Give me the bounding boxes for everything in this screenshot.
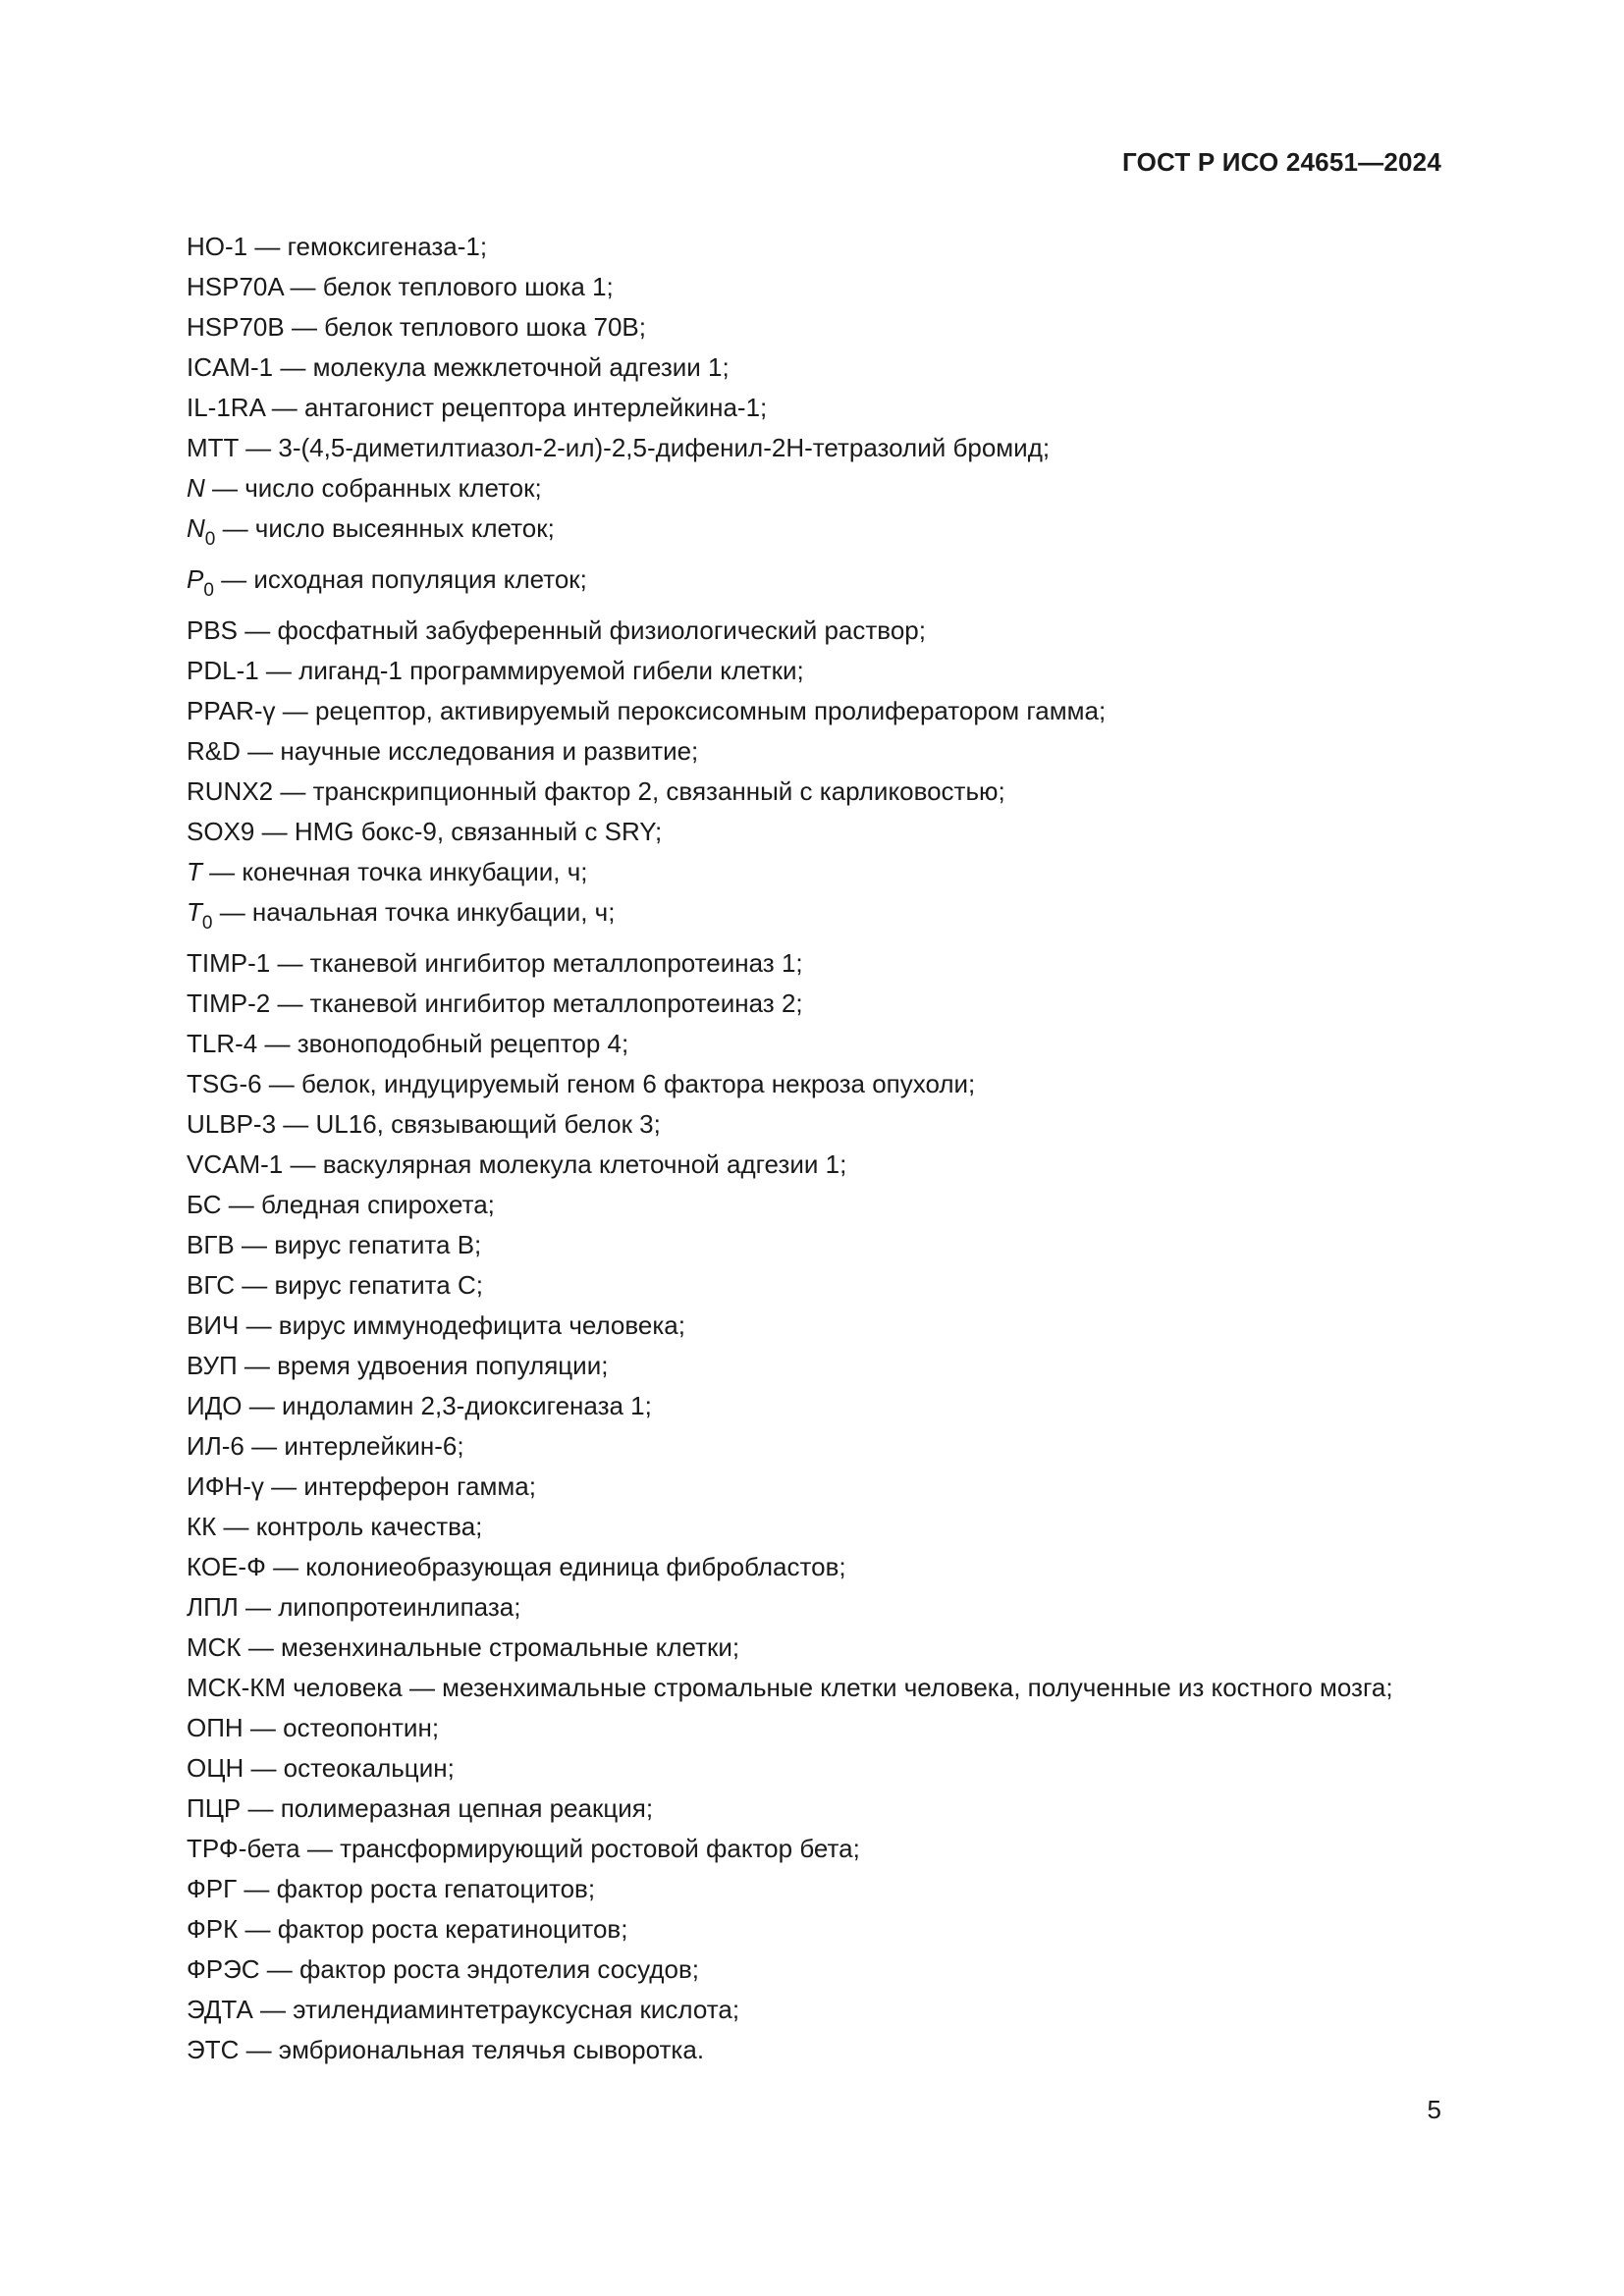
- abbreviation-term: ЭТС: [187, 2035, 240, 2064]
- abbreviation-entry: [118, 307, 1441, 347]
- abbreviation-entry: [118, 428, 1441, 468]
- abbreviation-term: P: [187, 564, 204, 594]
- abbreviation-entry: [118, 1949, 1441, 1990]
- abbreviation-definition: — фактор роста гепатоцитов;: [237, 1874, 596, 1903]
- abbreviation-term: ОПН: [187, 1713, 244, 1742]
- abbreviation-definition: — число собранных клеток;: [204, 473, 542, 503]
- abbreviation-entry: [118, 1869, 1441, 1909]
- abbreviation-term: SOX9: [187, 817, 255, 846]
- abbreviation-term: ФРК: [187, 1914, 239, 1944]
- abbreviation-entry: [118, 227, 1441, 267]
- abbreviation-term: TIMP-2: [187, 988, 271, 1018]
- abbreviation-term: ЛПЛ: [187, 1592, 239, 1622]
- abbreviation-term: ТРФ-бета: [187, 1834, 300, 1863]
- abbreviation-entry: [118, 1990, 1441, 2030]
- abbreviation-term: HSP70B: [187, 312, 285, 342]
- abbreviation-entry: [118, 347, 1441, 388]
- abbreviation-definition: — молекула межклеточной адгезии 1;: [273, 352, 730, 382]
- abbreviation-definition: — вирус гепатита В;: [234, 1230, 482, 1259]
- abbreviation-definition: — васкулярная молекула клеточной адгезии 1;: [283, 1149, 847, 1179]
- abbreviation-entry: [118, 812, 1441, 852]
- abbreviation-definition: — липопротеинлипаза;: [238, 1592, 521, 1622]
- abbreviation-entry: [118, 508, 1441, 560]
- abbreviation-term: RUNX2: [187, 776, 274, 806]
- abbreviation-definition: — бледная спирохета;: [221, 1190, 495, 1219]
- abbreviation-entry: [118, 984, 1441, 1024]
- abbreviation-definition: — интерферон гамма;: [263, 1471, 536, 1501]
- abbreviation-entry: [118, 1104, 1441, 1145]
- abbreviation-subscript: 0: [203, 580, 214, 601]
- abbreviation-definition: — белок теплового шока 70B;: [284, 312, 646, 342]
- abbreviation-definition: — звоноподобный рецептор 4;: [257, 1029, 629, 1058]
- abbreviation-entry: [118, 2030, 1441, 2070]
- abbreviation-entry: [118, 267, 1441, 307]
- abbreviation-definition: — контроль качества;: [216, 1512, 483, 1541]
- abbreviation-definition: — 3-(4,5-диметилтиазол-2-ил)-2,5-дифенил-2Н-тетразолий бромид;: [238, 433, 1051, 462]
- abbreviation-definition: — HMG бокс-9, связанный с SRY;: [254, 817, 663, 846]
- abbreviation-term: PDL-1: [187, 656, 259, 685]
- abbreviation-term: ФРГ: [187, 1874, 238, 1903]
- abbreviation-definition: — лиганд-1 программируемой гибели клетки;: [258, 656, 804, 685]
- abbreviation-term: T: [187, 897, 202, 927]
- abbreviation-definition: — антагонист рецептора интерлейкина-1;: [264, 393, 768, 422]
- abbreviation-definition: — вирус иммунодефицита человека;: [239, 1310, 685, 1340]
- abbreviation-entry: [118, 651, 1441, 691]
- abbreviation-definition: — колониеобразующая единица фибробластов;: [265, 1552, 846, 1581]
- abbreviation-definition: — UL16, связывающий белок 3;: [276, 1109, 661, 1139]
- abbreviation-term: ULBP-3: [187, 1109, 277, 1139]
- abbreviation-entry: [118, 731, 1441, 772]
- abbreviation-term: ПЦР: [187, 1793, 242, 1823]
- abbreviation-entry: [118, 1306, 1441, 1346]
- abbreviation-term: ВГВ: [187, 1230, 235, 1259]
- abbreviation-term: КОЕ-Ф: [187, 1552, 266, 1581]
- abbreviation-term: MTT: [187, 433, 239, 462]
- abbreviation-definition: — тканевой ингибитор металлопротеиназ 2;: [270, 988, 803, 1018]
- abbreviation-term: ВУП: [187, 1351, 238, 1380]
- abbreviation-definition: — фактор роста кератиноцитов;: [238, 1914, 628, 1944]
- abbreviation-term: HSP70A: [187, 272, 284, 301]
- abbreviation-term: PPAR-γ: [187, 696, 276, 725]
- abbreviation-definition: — время удвоения популяции;: [237, 1351, 609, 1380]
- abbreviation-subscript: 0: [201, 913, 213, 934]
- abbreviation-term: TLR-4: [187, 1029, 258, 1058]
- abbreviation-definition: — исходная популяция клеток;: [213, 564, 587, 594]
- abbreviation-entry: [118, 1748, 1441, 1789]
- abbreviation-entry: [118, 1386, 1441, 1426]
- abbreviation-definition: — число высеянных клеток;: [215, 513, 555, 543]
- abbreviation-term: N: [187, 473, 205, 503]
- abbreviation-definition: — начальная точка инкубации, ч;: [212, 897, 616, 927]
- abbreviation-entry: [118, 1789, 1441, 1829]
- abbreviation-entry: [118, 1145, 1441, 1185]
- abbreviation-definition: — фактор роста эндотелия сосудов;: [259, 1954, 699, 1984]
- abbreviation-entry: [118, 1346, 1441, 1386]
- abbreviation-definition: — гемоксигеназа-1;: [247, 232, 488, 261]
- abbreviation-entry: [118, 1668, 1441, 1708]
- abbreviation-definition: — остеокальцин;: [244, 1753, 455, 1783]
- abbreviation-term: N: [187, 513, 205, 543]
- abbreviation-entry: [118, 691, 1441, 731]
- abbreviation-entry: [118, 1064, 1441, 1104]
- abbreviation-term: TIMP-1: [187, 948, 271, 978]
- abbreviation-definition: — рецептор, активируемый пероксисомным пролифератором гамма;: [275, 696, 1107, 725]
- document-code-header: ГОСТ Р ИСО 24651—2024: [1121, 147, 1441, 177]
- abbreviation-entry: [118, 1507, 1441, 1547]
- abbreviation-term: VCAM-1: [187, 1149, 284, 1179]
- abbreviation-definition: — научные исследования и развитие;: [240, 736, 699, 766]
- abbreviation-entry: [118, 388, 1441, 428]
- abbreviation-entry: [118, 1587, 1441, 1628]
- abbreviation-entry: [118, 1467, 1441, 1507]
- abbreviation-term: T: [187, 857, 202, 886]
- abbreviation-term: БС: [187, 1190, 222, 1219]
- abbreviation-entry: [118, 852, 1441, 892]
- abbreviation-term: КК: [187, 1512, 217, 1541]
- abbreviation-entry: [118, 943, 1441, 984]
- abbreviation-term: ИЛ-6: [187, 1431, 244, 1461]
- abbreviation-term: ВИЧ: [187, 1310, 240, 1340]
- abbreviation-entry: [118, 892, 1441, 943]
- abbreviation-definition: — эмбриональная телячья сыворотка.: [239, 2035, 705, 2064]
- abbreviation-entry: [118, 1225, 1441, 1265]
- page-number: 5: [1427, 2095, 1441, 2124]
- abbreviation-definition: — транскрипционный фактор 2, связанный с карликовостью;: [273, 776, 1005, 806]
- abbreviation-entry: [118, 1708, 1441, 1748]
- abbreviation-definition: — мезенхимальные стромальные клетки человека, полученные из костного мозга;: [402, 1673, 1393, 1702]
- abbreviation-entry: [118, 772, 1441, 812]
- abbreviation-definition: — тканевой ингибитор металлопротеиназ 1;: [270, 948, 803, 978]
- abbreviation-definition: — конечная точка инкубации, ч;: [201, 857, 588, 886]
- abbreviation-term: R&D: [187, 736, 241, 766]
- abbreviation-term: HO-1: [187, 232, 248, 261]
- abbreviation-definition: — остеопонтин;: [243, 1713, 440, 1742]
- abbreviation-definition: — этилендиаминтетрауксусная кислота;: [252, 1995, 740, 2024]
- abbreviation-entry: [118, 1547, 1441, 1587]
- abbreviation-entry: [118, 1185, 1441, 1225]
- abbreviation-entry: [118, 468, 1441, 508]
- abbreviation-term: TSG-6: [187, 1069, 262, 1098]
- abbreviation-entry: [118, 1829, 1441, 1869]
- abbreviation-definition: — трансформирующий ростовой фактор бета;: [299, 1834, 860, 1863]
- abbreviation-term: IL-1RA: [187, 393, 265, 422]
- abbreviations-list: [118, 227, 1441, 2070]
- abbreviation-term: PBS: [187, 615, 239, 645]
- abbreviation-term: ЭДТА: [187, 1995, 253, 2024]
- abbreviation-entry: [118, 1265, 1441, 1306]
- abbreviation-entry: [118, 560, 1441, 611]
- abbreviation-term: ФРЭС: [187, 1954, 260, 1984]
- abbreviation-definition: — белок, индуцируемый геном 6 фактора некроза опухоли;: [261, 1069, 976, 1098]
- abbreviation-term: ОЦН: [187, 1753, 244, 1783]
- abbreviation-term: МСК-КМ человека: [187, 1673, 403, 1702]
- abbreviation-term: ИФН-γ: [187, 1471, 264, 1501]
- abbreviation-entry: [118, 1628, 1441, 1668]
- abbreviation-definition: — интерлейкин-6;: [244, 1431, 464, 1461]
- abbreviation-entry: [118, 611, 1441, 651]
- abbreviation-definition: — индоламин 2,3-диоксигеназа 1;: [242, 1391, 652, 1420]
- abbreviation-definition: — полимеразная цепная реакция;: [241, 1793, 654, 1823]
- abbreviation-entry: [118, 1024, 1441, 1064]
- abbreviation-entry: [118, 1909, 1441, 1949]
- abbreviation-term: ИДО: [187, 1391, 243, 1420]
- abbreviation-definition: — фосфатный забуференный физиологический раствор;: [238, 615, 926, 645]
- abbreviation-definition: — белок теплового шока 1;: [283, 272, 614, 301]
- abbreviation-term: ICAM-1: [187, 352, 274, 382]
- abbreviation-definition: — вирус гепатита С;: [235, 1270, 483, 1300]
- abbreviation-term: ВГС: [187, 1270, 236, 1300]
- abbreviation-term: МСК: [187, 1632, 242, 1662]
- abbreviation-entry: [118, 1426, 1441, 1467]
- abbreviation-definition: — мезенхинальные стромальные клетки;: [241, 1632, 740, 1662]
- abbreviation-subscript: 0: [204, 529, 216, 550]
